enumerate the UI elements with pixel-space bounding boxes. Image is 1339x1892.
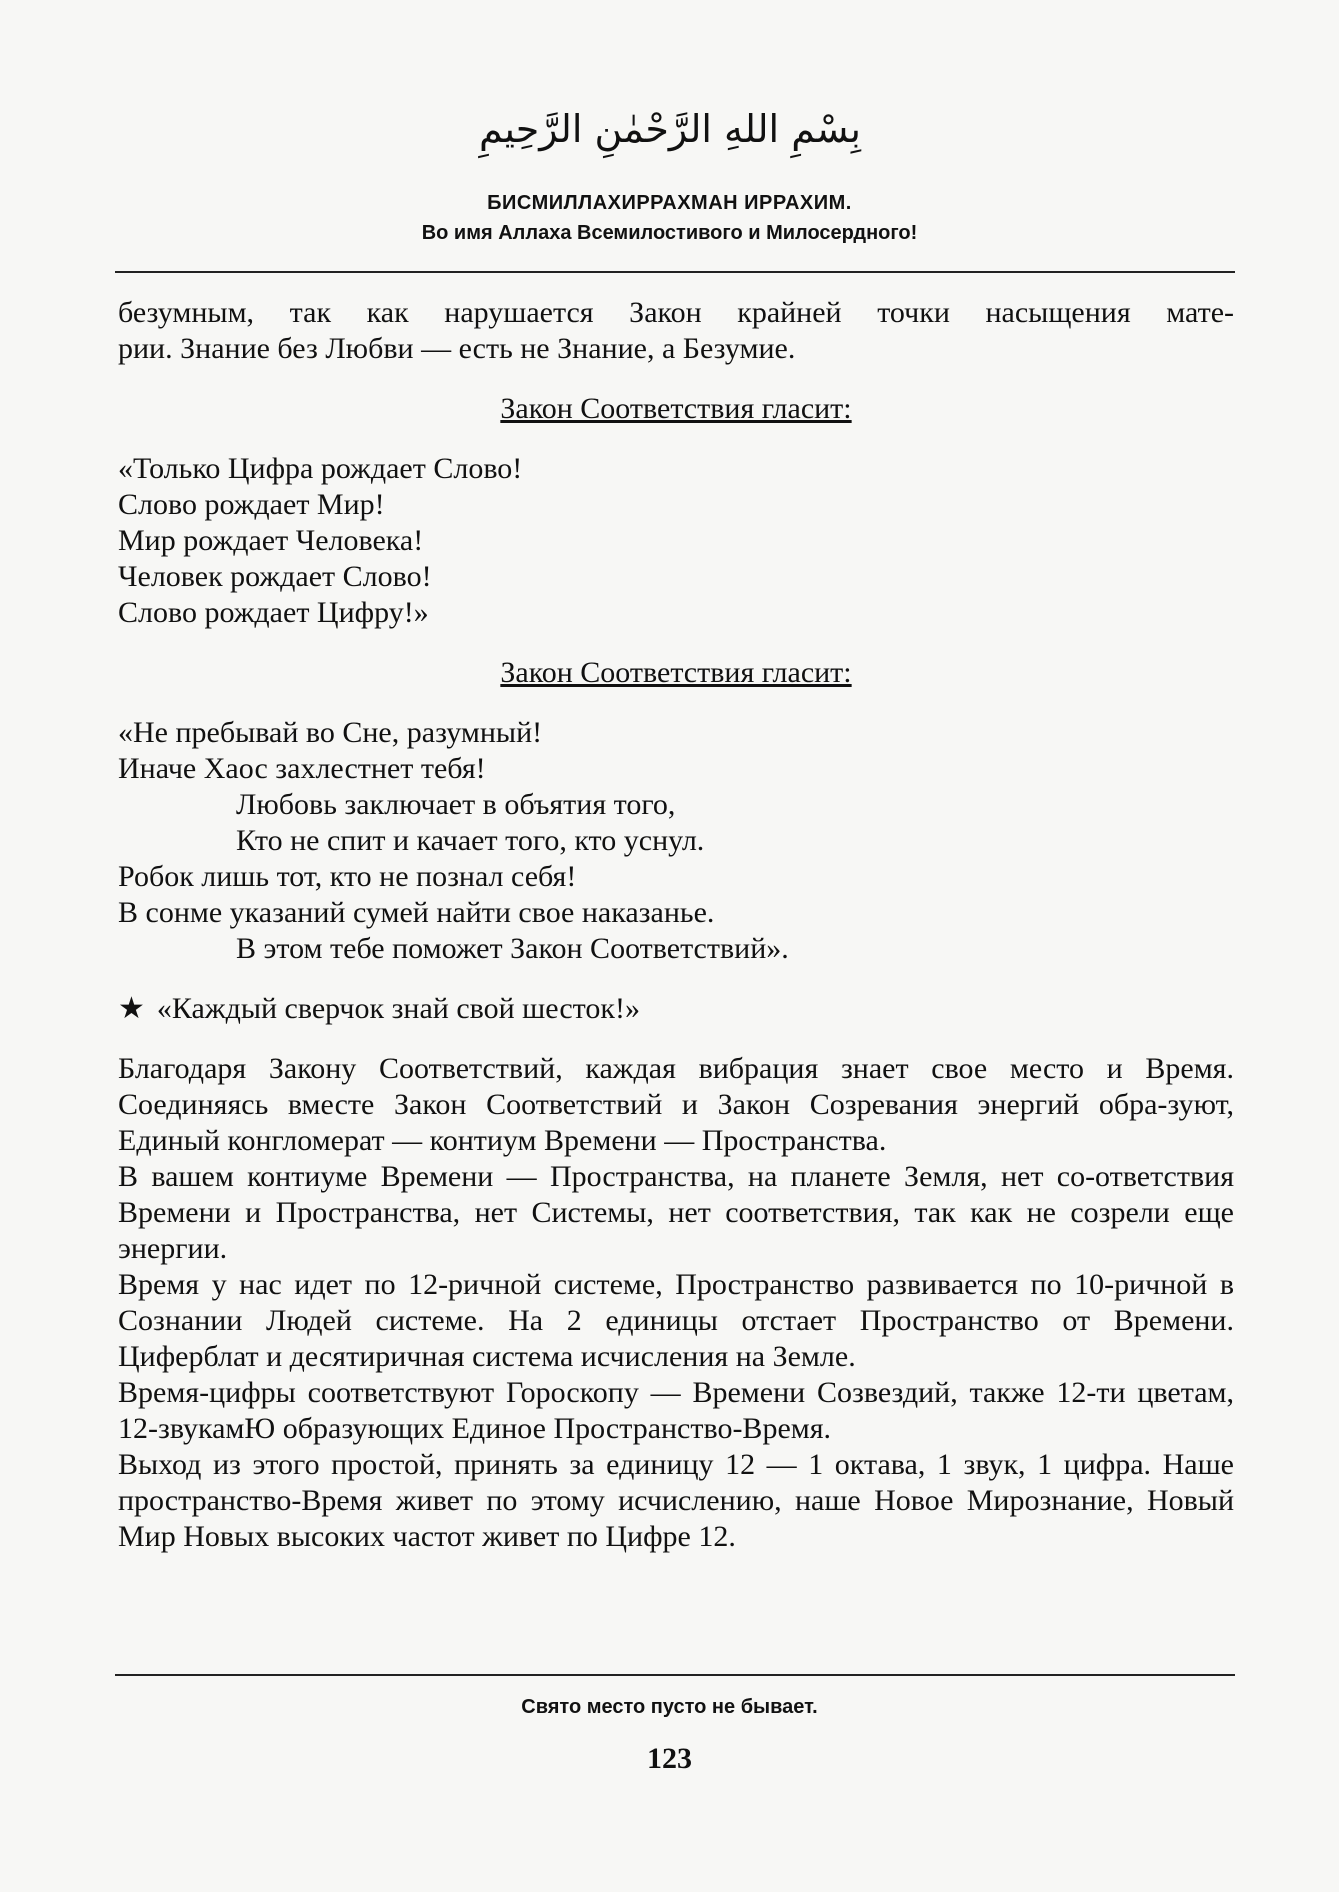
body-paragraph: Выход из этого простой, принять за единицу 12 — 1 октава, 1 звук, 1 цифра. Наше пространство-Время живет по этому исчислению, наше Новое Мирознание, Новый Мир Новых высоких частот живет по Цифре 12. <box>118 1448 1234 1553</box>
verse-line: Слово рождает Цифру!» <box>118 596 429 629</box>
body-paragraph: Время-цифры соответствуют Гороскопу — Времени Созвездий, также 12-ти цветам, 12-звукамЮ образующих Единое Пространство-Время. <box>118 1376 1234 1445</box>
verse-line: Иначе Хаос захлестнет тебя! <box>118 752 486 785</box>
verse-line: Робок лишь тот, кто не познал себя! <box>118 860 577 893</box>
verse-line: В этом тебе поможет Закон Соответствий». <box>236 932 789 965</box>
verse-line: Мир рождает Человека! <box>118 524 424 557</box>
proverb-line <box>118 991 1234 1027</box>
intro-paragraph <box>118 295 1234 367</box>
footer-motto: Свято место пусто не бывает. <box>521 1696 818 1718</box>
page-content <box>118 295 1234 1555</box>
section-heading: Закон Соответствия гласит: <box>500 392 852 425</box>
verse-line: Кто не спит и качает того, кто уснул. <box>236 824 705 857</box>
verse-line: Человек рождает Слово! <box>118 560 432 593</box>
body-paragraph: В вашем контиуме Времени — Пространства, на планете Земля, нет со-ответствия Времени и Пространства, нет Системы, нет соответствия, так как не созрели еще энергии. <box>118 1160 1234 1265</box>
verse-line: «Не пребывай во Сне, разумный! <box>118 716 543 749</box>
verse-block <box>118 451 1234 631</box>
page-number: 123 <box>647 1742 692 1775</box>
bismillah-calligraphy <box>479 80 861 180</box>
intro-line: безумным, так как нарушается Закон крайней точки насыщения мате- <box>118 296 1234 329</box>
verse-line: Слово рождает Мир! <box>118 488 385 521</box>
bismillah-calligraphy-text: بِسْمِ اللهِ الرَّحْمٰنِ الرَّحِيمِ <box>479 107 861 151</box>
section-heading: Закон Соответствия гласит: <box>500 656 852 689</box>
proverb-text: «Каждый сверчок знай свой шесток!» <box>156 992 640 1025</box>
body-paragraph: Время у нас идет по 12-ричной системе, Пространство развивается по 10-ричной в Сознании Людей системе. На 2 единицы отстает Пространство от Времени. Циферблат и десятиричная система исчисления на Земле. <box>118 1268 1234 1373</box>
header-title: БИСМИЛЛАХИРРАХМАН ИРРАХИМ. <box>487 192 852 214</box>
footer-divider <box>115 1674 1235 1676</box>
body-text <box>118 1051 1234 1555</box>
verse-block <box>118 715 1234 967</box>
header-divider <box>115 271 1235 273</box>
header-subtitle: Во имя Аллаха Всемилостивого и Милосердного! <box>421 222 918 244</box>
star-icon: ★ <box>118 991 145 1026</box>
body-paragraph: Благодаря Закону Соответствий, каждая вибрация знает свое место и Время. Соединяясь вместе Закон Соответствий и Закон Созревания энергий обра-зуют, Единый конгломерат — контиум Времени — Пространства. <box>118 1052 1234 1157</box>
verse-line: «Только Цифра рождает Слово! <box>118 452 523 485</box>
verse-line: В сонме указаний сумей найти свое наказанье. <box>118 896 715 929</box>
verse-line: Любовь заключает в объятия того, <box>236 788 676 821</box>
intro-line: рии. Знание без Любви — есть не Знание, а Безумие. <box>118 332 796 365</box>
